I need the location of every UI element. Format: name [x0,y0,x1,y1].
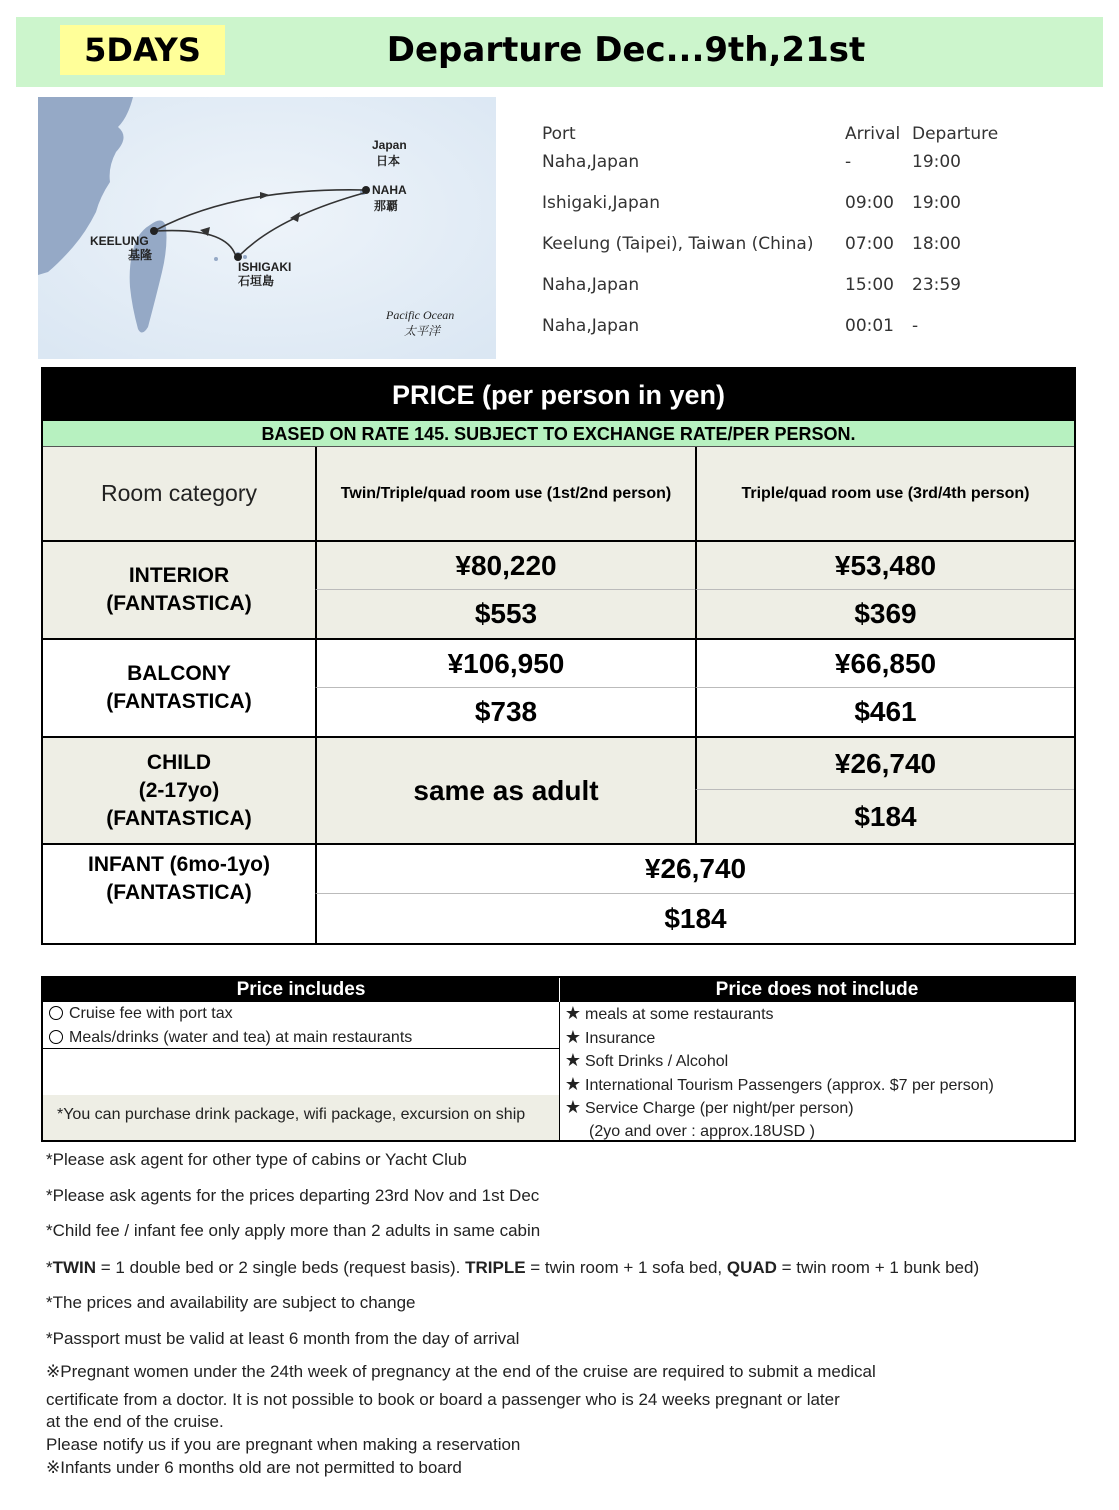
schedule-row [542,312,1012,340]
note-pregnancy: ※Pregnant women under the 24th week of pregnancy at the end of the cruise are required to submit a medical [46,1362,876,1381]
departure-title: Departure Dec...9th,21st [386,30,866,70]
row-label-infant [43,843,315,943]
note-pregnancy-end: at the end of the cruise. [46,1412,224,1431]
interior-triple-yen: ¥53,480 [695,540,1074,589]
list-item [561,1073,994,1097]
includes-title: Price includes [43,978,559,1002]
port-name: Keelung (Taipei), Taiwan (China) [542,234,814,254]
star-icon: ★ [564,1026,582,1047]
schedule-row [542,230,1012,258]
map-label-japan: Japan [372,138,407,152]
arrival-time: 00:01 [845,316,894,336]
balcony-twin-usd: $738 [315,687,695,736]
schedule-row [542,189,1012,217]
port-name: Naha,Japan [542,275,640,295]
infant-label: INFANT (6mo-1yo) [87,853,270,876]
infant-yen: ¥26,740 [315,843,1074,893]
departure-time: 19:00 [912,152,961,172]
price-subtitle: BASED ON RATE 145. SUBJECT TO EXCHANGE RATE/PER PERSON. [43,421,1074,447]
balcony-triple-usd: $461 [695,687,1074,736]
list-item [45,1026,412,1050]
circle-icon [49,1030,63,1044]
row-label-balcony [43,638,315,736]
list-item [561,1096,994,1120]
exclude-text: Service Charge (per night/per person) [585,1100,854,1117]
include-text: Meals/drinks (water and tea) at main restaurants [69,1028,413,1046]
interior-twin-usd: $553 [315,589,695,638]
price-title: PRICE (per person in yen) [43,369,1074,421]
balcony-twin-yen: ¥106,950 [315,638,695,687]
balcony-label: BALCONY [127,662,231,685]
route-map [38,97,496,359]
header-arrival: Arrival [845,124,901,144]
map-label-naha-jp: 那覇 [374,199,399,213]
schedule-row [542,148,1012,176]
balcony-ship: (FANTASTICA) [106,690,252,713]
note-room-types: *TWIN = 1 double bed or 2 single beds (request basis). TRIPLE = twin room + 1 sofa bed, QUAD = twin room + 1 bunk bed) [46,1258,980,1277]
child-same-as-adult: same as adult [315,736,695,843]
note-cabins: *Please ask agent for other type of cabins or Yacht Club [46,1150,467,1169]
list-item [561,1026,994,1050]
port-name: Naha,Japan [542,152,640,172]
child-triple-yen: ¥26,740 [695,736,1074,789]
map-label-ocean-jp: 太平洋 [404,324,441,338]
star-icon: ★ [564,1073,582,1094]
list-item [45,1002,412,1026]
header-banner [16,17,1103,87]
includes-note: *You can purchase drink package, wifi package, excursion on ship [57,1106,526,1123]
note-child-fee: *Child fee / infant fee only apply more than 2 adults in same cabin [46,1221,541,1240]
inclusions-box [41,976,1076,1142]
excludes-list [561,1002,994,1143]
circle-icon [49,1006,63,1020]
departure-time: - [912,316,919,336]
port-name: Ishigaki,Japan [542,193,660,213]
col-twin: Twin/Triple/quad room use (1st/2nd person) [315,447,695,540]
exclude-text: meals at some restaurants [585,1006,774,1023]
star-icon: ★ [564,1003,582,1023]
excludes-title: Price does not include [559,978,1074,1002]
schedule-row [542,271,1012,299]
map-label-keelung-jp: 基隆 [128,248,153,262]
note-availability: *The prices and availability are subject to change [46,1293,416,1312]
child-triple-usd: $184 [695,789,1074,843]
header-port: Port [542,124,576,144]
price-table [41,367,1076,945]
map-label-japan-jp: 日本 [376,154,401,168]
exclude-text: Soft Drinks / Alcohol [585,1053,729,1070]
map-label-ishigaki-jp: 石垣島 [238,274,275,288]
interior-triple-usd: $369 [695,589,1074,638]
map-label-ocean: Pacific Ocean [386,308,455,322]
include-text: Cruise fee with port tax [69,1005,233,1022]
star-icon: ★ [564,1050,582,1070]
infant-usd: $184 [315,893,1074,943]
exclude-text: Insurance [585,1029,656,1047]
interior-ship: (FANTASTICA) [106,592,252,615]
days-badge: 5DAYS [60,25,225,75]
child-age: (2-17yo) [138,778,220,802]
schedule-header [542,120,1012,148]
header-departure: Departure [912,124,999,144]
child-label: CHILD [146,750,212,774]
arrival-time: 15:00 [845,275,894,295]
map-label-naha: NAHA [372,183,407,197]
arrival-time: - [845,152,852,172]
departure-time: 18:00 [912,234,961,254]
note-other-dates: *Please ask agents for the prices departing 23rd Nov and 1st Dec [46,1186,540,1205]
departure-time: 19:00 [912,193,961,213]
arrival-time: 07:00 [845,234,894,254]
port-name: Naha,Japan [542,316,640,336]
row-label-child [43,736,315,843]
note-notify: Please notify us if you are pregnant when making a reservation [46,1435,521,1454]
interior-twin-yen: ¥80,220 [315,540,695,589]
star-icon: ★ [564,1097,582,1117]
balcony-triple-yen: ¥66,850 [695,638,1074,687]
map-label-keelung: KEELUNG [90,234,149,248]
includes-list [45,1002,412,1049]
col-triple: Triple/quad room use (3rd/4th person) [695,447,1074,540]
arrival-time: 09:00 [845,193,894,213]
note-passport: *Passport must be valid at least 6 month from the day of arrival [46,1329,520,1348]
interior-label: INTERIOR [128,564,230,587]
naha-dot [362,186,370,194]
note-infants: ※Infants under 6 months old are not permitted to board [46,1458,462,1477]
infant-ship: (FANTASTICA) [106,881,252,904]
list-item [561,1002,994,1026]
exclude-text: International Tourism Passengers (approx. $7 per person) [585,1076,994,1094]
row-label-interior [43,540,315,638]
map-label-ishigaki: ISHIGAKI [238,260,292,274]
note-pregnancy-cont: certificate from a doctor. It is not possible to book or board a passenger who is 24 weeks pregnant or later [46,1390,840,1409]
list-item [561,1049,994,1073]
departure-time: 23:59 [912,275,961,295]
exclude-extra: (2yo and over : approx.18USD ) [589,1122,815,1140]
price-grid [43,447,1074,943]
col-room-category: Room category [43,447,315,540]
keelung-dot [150,227,158,235]
child-ship: (FANTASTICA) [106,806,252,830]
